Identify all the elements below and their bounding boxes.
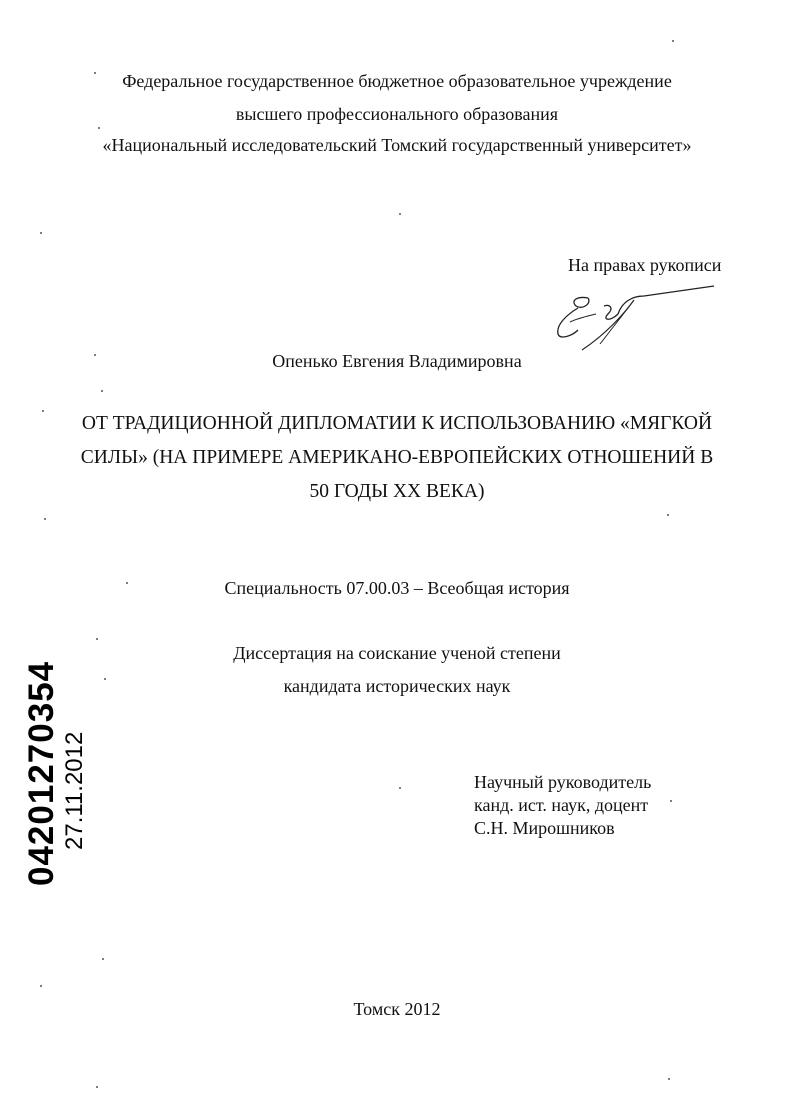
scan-speck [40, 232, 42, 234]
supervisor-name: С.Н. Мирошников [474, 818, 615, 838]
degree-line-2: кандидата исторических наук [283, 676, 511, 696]
scan-speck [668, 1078, 670, 1080]
scan-speck [96, 638, 98, 640]
scan-speck [399, 213, 401, 215]
library-stamp-code: 04201270354 [22, 660, 61, 886]
scan-speck [42, 410, 44, 412]
supervisor-role: Научный руководитель [474, 772, 652, 792]
scan-speck [102, 958, 104, 960]
scan-speck [44, 518, 46, 520]
signature-image [548, 278, 728, 358]
rights-note: На правах рукописи [568, 255, 722, 275]
scan-speck [101, 390, 103, 392]
title-line-2: СИЛЫ» (НА ПРИМЕРЕ АМЕРИКАНО-ЕВРОПЕЙСКИХ ОТНОШЕНИЙ В [80, 447, 714, 468]
scan-speck [94, 354, 96, 356]
degree-line-1: Диссертация на соискание ученой степени [233, 643, 561, 663]
scan-speck [98, 127, 100, 129]
institution-line-2: высшего профессионального образования [235, 104, 559, 124]
scan-speck [670, 800, 672, 802]
title-line-1: ОТ ТРАДИЦИОННОЙ ДИПЛОМАТИИ К ИСПОЛЬЗОВАНИЮ «МЯГКОЙ [81, 413, 713, 434]
scan-speck [399, 787, 401, 789]
library-stamp-date: 27.11.2012 [61, 731, 88, 850]
scan-speck [667, 514, 669, 516]
scan-speck [126, 582, 128, 584]
scan-speck [96, 1086, 98, 1088]
place-year: Томск 2012 [353, 999, 441, 1019]
scan-speck [672, 40, 674, 42]
scan-speck [40, 985, 42, 987]
institution-line-1: Федеральное государственное бюджетное образовательное учреждение [122, 71, 672, 91]
scan-speck [94, 72, 96, 74]
title-line-3: 50 ГОДЫ XX ВЕКА) [309, 481, 485, 502]
scan-speck [104, 678, 106, 680]
supervisor-credentials: канд. ист. наук, доцент [474, 795, 649, 815]
institution-line-3: «Национальный исследовательский Томский государственный университет» [102, 135, 692, 155]
author-name: Опенько Евгения Владимировна [272, 351, 522, 371]
specialty: Специальность 07.00.03 – Всеобщая история [224, 578, 570, 598]
